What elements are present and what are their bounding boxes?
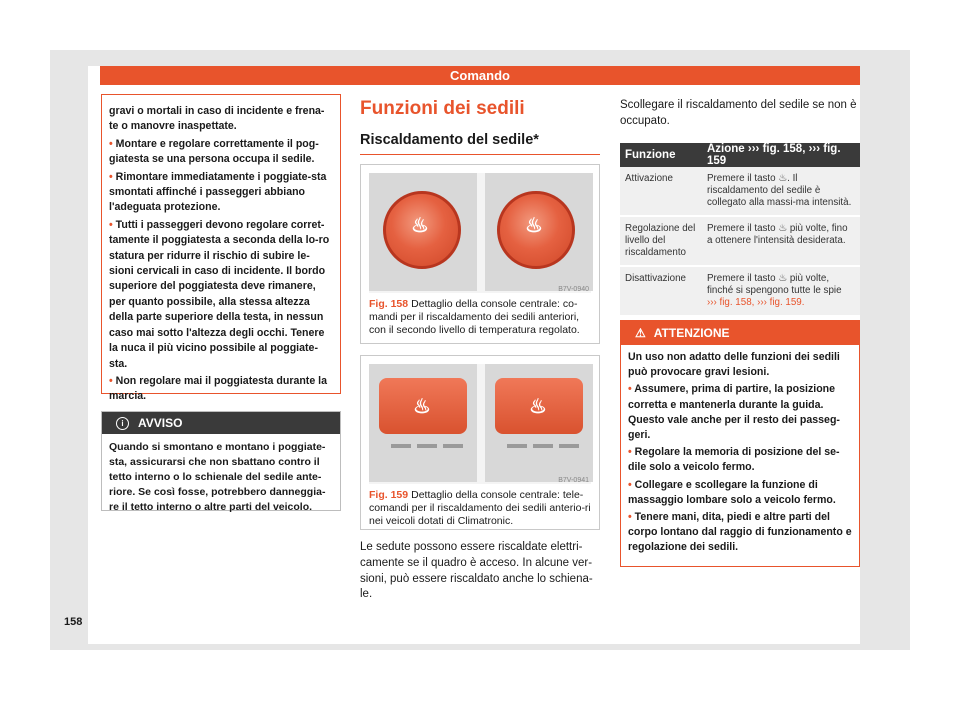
photo-left [369, 173, 477, 291]
seat-heat-icon: ♨ [778, 273, 788, 284]
bullet-icon: • [628, 383, 632, 396]
table-row [620, 266, 860, 316]
warning-intro: gravi o mortali in caso di incidente e frena-te o manovre inaspettate. [109, 105, 325, 133]
figure-159-image [369, 364, 591, 484]
warning-triangle-icon: ⚠ [635, 326, 646, 340]
table-cell-action: Premere il tasto ♨ più volte, fino a ottenere l'intensità desiderata. [702, 216, 860, 266]
intro-paragraph: Scollegare il riscaldamento del sedile se non è occupato. [620, 99, 857, 127]
seat-heat-icon: ♨ [529, 396, 547, 418]
warning-bullet: • Rimontare immediatamente i poggiate-sta smontati affinché i passeggeri abbiano l'adeguata protezione. [109, 170, 327, 214]
table-header: Azione ››› fig. 158, ››› fig. 159 [702, 143, 860, 167]
table-cell-action: Premere il tasto ♨. Il riscaldamento del sedile è collegato alla massi-ma intensità. [702, 167, 860, 216]
body-paragraph: Le sedute possono essere riscaldate elettri-camente se il quadro è acceso. In alcune ver-sioni, può essere riscaldato anche lo schiena-le. [360, 541, 593, 601]
figure-159 [360, 355, 600, 530]
attention-bullet: • Tenere mani, dita, piedi e altre parti del corpo lontano dal raggio di funzionamento e regolazione dei sedili. [628, 511, 852, 554]
figure-label: Fig. 158 [369, 298, 409, 310]
table-cell-function: Regolazione del livello del riscaldamento [620, 216, 702, 266]
level-indicator [507, 444, 579, 448]
table-cell-action: Premere il tasto ♨ più volte, finché si spengono tutte le spie ››› fig. 158, ››› fig. 159. [702, 266, 860, 316]
figure-label: Fig. 159 [369, 489, 409, 501]
seat-heat-icon: ♨ [413, 396, 431, 418]
table-header: Funzione [620, 143, 702, 167]
bullet-icon: • [109, 137, 113, 150]
info-icon: i [116, 417, 129, 430]
table-cell-function: Attivazione [620, 167, 702, 216]
section-title: Funzioni dei sedili [360, 98, 525, 119]
page-number: 158 [64, 616, 83, 628]
attention-box [620, 320, 860, 567]
bullet-icon: • [628, 511, 632, 524]
bullet-icon: • [109, 170, 113, 183]
attention-title: ATTENZIONE [653, 326, 730, 340]
figure-caption-text: Dettaglio della console centrale: co-mandi per il riscaldamento dei sedili anteriori, con il secondo livello di temperatura regolato. [369, 298, 580, 336]
figure-caption [361, 293, 599, 344]
figure-158 [360, 164, 600, 344]
seat-heat-icon: ♨ [778, 223, 788, 234]
bullet-icon: • [628, 478, 632, 491]
table-row [620, 216, 860, 266]
bullet-icon: • [109, 218, 113, 231]
warning-continuation-box [101, 94, 341, 403]
bullet-icon: • [109, 374, 113, 387]
warning-bullet: • Montare e regolare correttamente il pog-giatesta se una persona occupa il sedile. [109, 137, 319, 166]
function-table [620, 143, 860, 317]
figure-158-image [369, 173, 591, 293]
seat-heat-icon: ♨ [778, 173, 788, 184]
table-cell-function: Disattivazione [620, 266, 702, 316]
figure-code: B7V-0941 [558, 477, 589, 484]
seat-heat-icon: ♨ [411, 215, 429, 237]
bullet-icon: • [628, 446, 632, 459]
photo-right [485, 173, 593, 291]
attention-bullet: • Regolare la memoria di posizione del se-dile solo a veicolo fermo. [628, 446, 840, 474]
attention-intro: Un uso non adatto delle funzioni dei sedili può provocare gravi lesioni. [628, 351, 840, 379]
section-subtitle: Riscaldamento del sedile* [360, 132, 600, 155]
photo-left [369, 364, 477, 482]
notice-title: AVVISO [138, 416, 183, 430]
warning-bullet: • Non regolare mai il poggiatesta durante la marcia. [109, 374, 328, 403]
seat-heat-icon: ♨ [525, 215, 543, 237]
notice-box [101, 411, 341, 511]
attention-header [621, 321, 859, 345]
figure-caption [361, 484, 599, 535]
chapter-header: Comando [100, 66, 860, 85]
photo-right [485, 364, 593, 482]
level-indicator [391, 444, 463, 448]
table-row [620, 167, 860, 216]
warning-bullet: • Tutti i passeggeri devono regolare corret-tamente il poggiatesta a seconda della lo-ro statura per ridurre il rischio di subire le-sioni cervicali in caso di incidente. Il bordo superiore del poggiatesta deve rimanere, per quanto possibile, alla stessa altezza della parte superiore della testa, in nessun caso mai sotto l'altezza degli occhi. Tenere la nuca il più vicino possibile al poggiate-sta. [109, 218, 330, 370]
figure-caption-text: Dettaglio della console centrale: tele-comandi per il riscaldamento dei sedili anterio-ri nei veicoli dotati di Climatronic. [369, 489, 591, 527]
attention-body [621, 345, 859, 556]
attention-bullet: • Assumere, prima di partire, la posizione corretta e mantenerla durante la guida. Questo vale anche per il resto dei passeg-geri. [628, 383, 840, 442]
figure-code: B7V-0940 [558, 286, 589, 293]
notice-header [102, 412, 340, 434]
attention-bullet: • Collegare e scollegare la funzione di massaggio lombare solo a veicolo fermo. [628, 478, 836, 506]
figure-reference-link[interactable]: ››› fig. 158, ››› fig. 159. [707, 297, 805, 308]
notice-text: Quando si smontano e montano i poggiate-sta, assicurarsi che non sbattano contro il tetto interno o lo schienale del sedile ante-riore. Se così fosse, potrebbero danneggia-re il tetto interno o altre parti del veicolo. [109, 441, 326, 513]
